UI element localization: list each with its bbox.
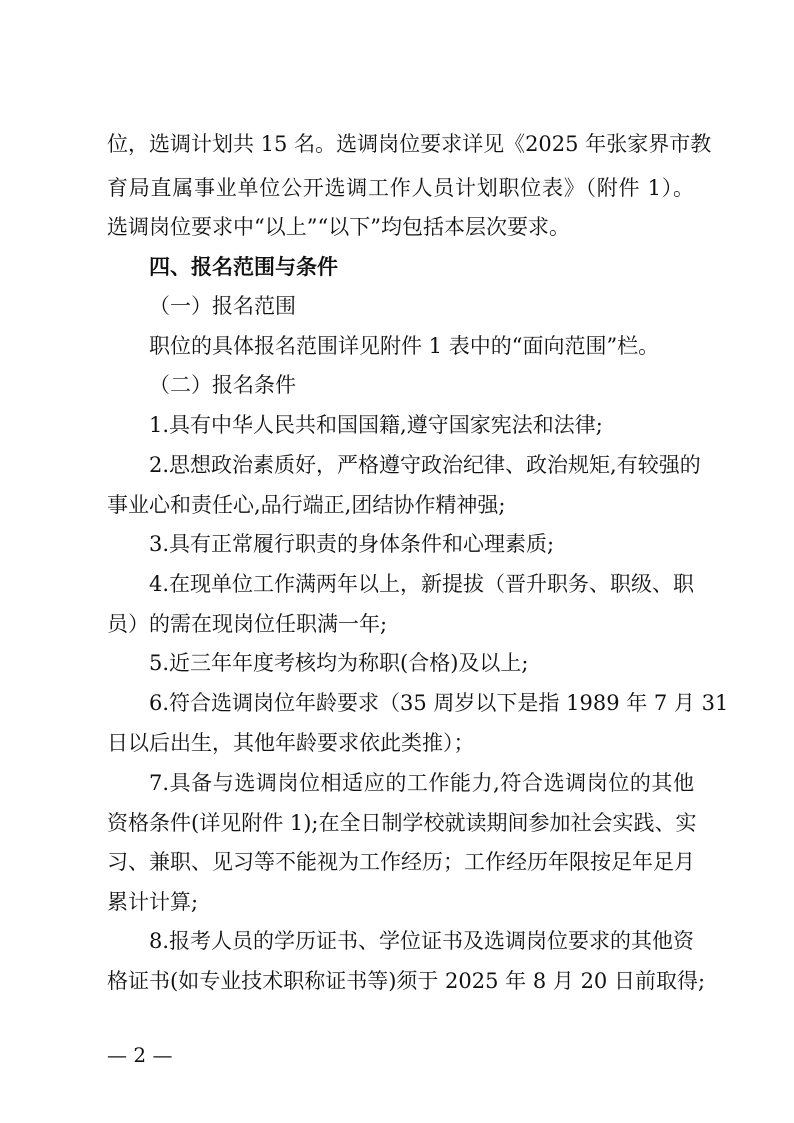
subsection-heading: （一）报名范围 — [149, 294, 296, 318]
subsection-heading: （二）报名条件 — [149, 373, 296, 397]
condition-item: 6.符合选调岗位年龄要求（35 周岁以下是指 1989 年 7 月 31 — [149, 691, 729, 715]
condition-item: 2.思想政治素质好，严格遵守政治纪律、政治规矩,有较强的 — [149, 453, 701, 477]
condition-item: 7.具备与选调岗位相适应的工作能力,符合选调岗位的其他 — [149, 771, 694, 795]
condition-item-cont: 事业心和责任心,品行端正,团结协作精神强; — [107, 493, 506, 517]
condition-item-cont: 累计计算; — [107, 890, 199, 914]
paragraph-line: 育局直属事业单位公开选调工作人员计划职位表》（附件 1）。 — [107, 176, 694, 200]
paragraph-line: 职位的具体报名范围详见附件 1 表中的“面向范围”栏。 — [149, 334, 660, 358]
condition-item: 3.具有正常履行职责的身体条件和心理素质; — [149, 532, 555, 556]
paragraph-line: 位，选调计划共 15 名。选调岗位要求详见《2025 年张家界市教 — [107, 132, 712, 156]
condition-item-cont: 习、兼职、见习等不能视为工作经历；工作经历年限按足年足月 — [107, 850, 695, 874]
condition-item-cont: 日以后出生，其他年龄要求依此类推）； — [107, 731, 475, 755]
paragraph-line: 选调岗位要求中“以上”“以下”均包括本层次要求。 — [107, 215, 570, 239]
section-heading: 四、报名范围与条件 — [149, 255, 338, 279]
condition-item: 5.近三年年度考核均为称职(合格)及以上; — [149, 651, 529, 675]
condition-item-cont: 员）的需在现岗位任职满一年; — [107, 612, 388, 636]
condition-item-cont: 资格条件(详见附件 1);在全日制学校就读期间参加社会实践、实 — [107, 811, 697, 835]
condition-item-cont: 格证书(如专业技术职称证书等)须于 2025 年 8 月 20 日前取得; — [107, 969, 706, 993]
condition-item: 4.在现单位工作满两年以上，新提拔（晋升职务、职级、职 — [149, 572, 695, 596]
page-number: — 2 — — [107, 1043, 173, 1067]
condition-item: 8.报考人员的学历证书、学位证书及选调岗位要求的其他资 — [149, 929, 695, 953]
condition-item: 1.具有中华人民共和国国籍,遵守国家宪法和法律; — [149, 413, 603, 437]
